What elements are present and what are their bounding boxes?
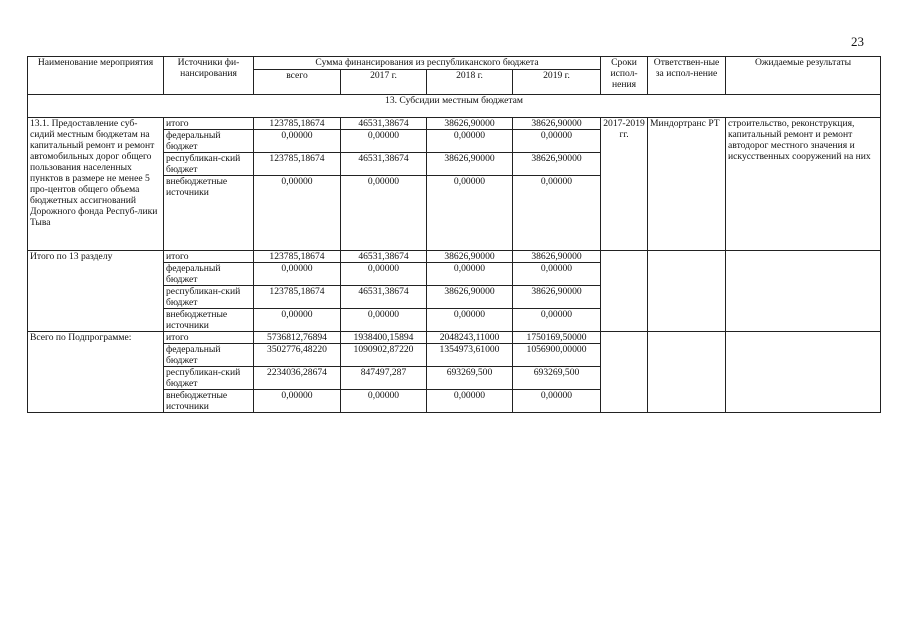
source-cell: внебюджетные источники <box>164 309 254 332</box>
y2018-cell: 38626,90000 <box>427 118 513 130</box>
y2017-cell: 0,00000 <box>341 263 427 286</box>
header-name: Наименование мероприятия <box>28 57 164 95</box>
total-cell: 0,00000 <box>254 309 341 332</box>
y2018-cell: 2048243,11000 <box>427 332 513 344</box>
section-title-row <box>28 95 881 118</box>
y2017-cell: 1938400,15894 <box>341 332 427 344</box>
y2019-cell: 38626,90000 <box>513 118 601 130</box>
source-cell: федеральный бюджет <box>164 263 254 286</box>
responsible-cell: Миндортранс РТ <box>648 118 726 251</box>
source-cell: итого <box>164 251 254 263</box>
header-terms: Сроки испол-нения <box>601 57 648 95</box>
total-cell: 0,00000 <box>254 130 341 153</box>
total-cell: 0,00000 <box>254 390 341 413</box>
y2018-cell: 1354973,61000 <box>427 344 513 367</box>
source-cell: федеральный бюджет <box>164 130 254 153</box>
header-responsible: Ответствен-ные за испол-нение <box>648 57 726 95</box>
terms-cell: 2017-2019 гг. <box>601 118 648 251</box>
header-sum: Сумма финансирования из республиканского бюджета <box>254 57 601 70</box>
y2018-cell: 693269,500 <box>427 367 513 390</box>
total-cell: 0,00000 <box>254 176 341 251</box>
y2019-cell: 38626,90000 <box>513 286 601 309</box>
group-name: Всего по Подпрограмме: <box>28 332 164 413</box>
table-row <box>28 251 881 263</box>
header-row-1 <box>28 57 881 70</box>
responsible-cell <box>648 251 726 332</box>
header-results: Ожидаемые результаты <box>726 57 881 95</box>
y2018-cell: 0,00000 <box>427 263 513 286</box>
source-cell: итого <box>164 332 254 344</box>
results-cell <box>726 251 881 332</box>
y2019-cell: 38626,90000 <box>513 251 601 263</box>
total-cell: 2234036,28674 <box>254 367 341 390</box>
source-cell: республикан-ский бюджет <box>164 367 254 390</box>
source-cell: республикан-ский бюджет <box>164 286 254 309</box>
source-cell: итого <box>164 118 254 130</box>
header-sources: Источники фи-нансирования <box>164 57 254 95</box>
y2017-cell: 46531,38674 <box>341 118 427 130</box>
y2019-cell: 0,00000 <box>513 130 601 153</box>
y2018-cell: 0,00000 <box>427 176 513 251</box>
y2018-cell: 0,00000 <box>427 390 513 413</box>
y2019-cell: 1056900,00000 <box>513 344 601 367</box>
y2018-cell: 0,00000 <box>427 309 513 332</box>
y2019-cell: 38626,90000 <box>513 153 601 176</box>
header-2019: 2019 г. <box>513 70 601 95</box>
y2019-cell: 0,00000 <box>513 309 601 332</box>
header-total: всего <box>254 70 341 95</box>
total-cell: 123785,18674 <box>254 251 341 263</box>
results-cell: строительство, реконструкция, капитальный ремонт и ремонт автодорог местного значения и искусственных сооружений на них <box>726 118 881 251</box>
y2019-cell: 0,00000 <box>513 176 601 251</box>
total-cell: 3502776,48220 <box>254 344 341 367</box>
terms-cell <box>601 251 648 332</box>
y2017-cell: 46531,38674 <box>341 153 427 176</box>
results-cell <box>726 332 881 413</box>
y2019-cell: 1750169,50000 <box>513 332 601 344</box>
total-cell: 123785,18674 <box>254 153 341 176</box>
source-cell: внебюджетные источники <box>164 390 254 413</box>
financing-table <box>27 56 881 413</box>
y2017-cell: 0,00000 <box>341 176 427 251</box>
y2017-cell: 46531,38674 <box>341 251 427 263</box>
y2017-cell: 0,00000 <box>341 390 427 413</box>
y2017-cell: 0,00000 <box>341 130 427 153</box>
source-cell: федеральный бюджет <box>164 344 254 367</box>
table-row <box>28 118 881 130</box>
total-cell: 123785,18674 <box>254 286 341 309</box>
total-cell: 5736812,76894 <box>254 332 341 344</box>
group-name: 13.1. Предоставление суб-сидий местным бюджетам на капитальный ремонт и ремонт автомобильных дорог общего пользования населенных пунктов в размере не менее 5 про-центов общего объема бюджетных ассигнований Дорожного фонда Респуб-лики Тыва <box>28 118 164 251</box>
page-number: 23 <box>851 34 864 49</box>
total-cell: 0,00000 <box>254 263 341 286</box>
y2017-cell: 46531,38674 <box>341 286 427 309</box>
header-2017: 2017 г. <box>341 70 427 95</box>
y2018-cell: 38626,90000 <box>427 251 513 263</box>
y2018-cell: 38626,90000 <box>427 286 513 309</box>
y2017-cell: 1090902,87220 <box>341 344 427 367</box>
y2017-cell: 0,00000 <box>341 309 427 332</box>
source-cell: внебюджетные источники <box>164 176 254 251</box>
table-row <box>28 332 881 344</box>
y2018-cell: 0,00000 <box>427 130 513 153</box>
y2019-cell: 0,00000 <box>513 263 601 286</box>
y2018-cell: 38626,90000 <box>427 153 513 176</box>
terms-cell <box>601 332 648 413</box>
responsible-cell <box>648 332 726 413</box>
y2019-cell: 693269,500 <box>513 367 601 390</box>
header-2018: 2018 г. <box>427 70 513 95</box>
source-cell: республикан-ский бюджет <box>164 153 254 176</box>
total-cell: 123785,18674 <box>254 118 341 130</box>
group-name: Итого по 13 разделу <box>28 251 164 332</box>
y2019-cell: 0,00000 <box>513 390 601 413</box>
y2017-cell: 847497,287 <box>341 367 427 390</box>
section-title: 13. Субсидии местным бюджетам <box>28 95 881 118</box>
